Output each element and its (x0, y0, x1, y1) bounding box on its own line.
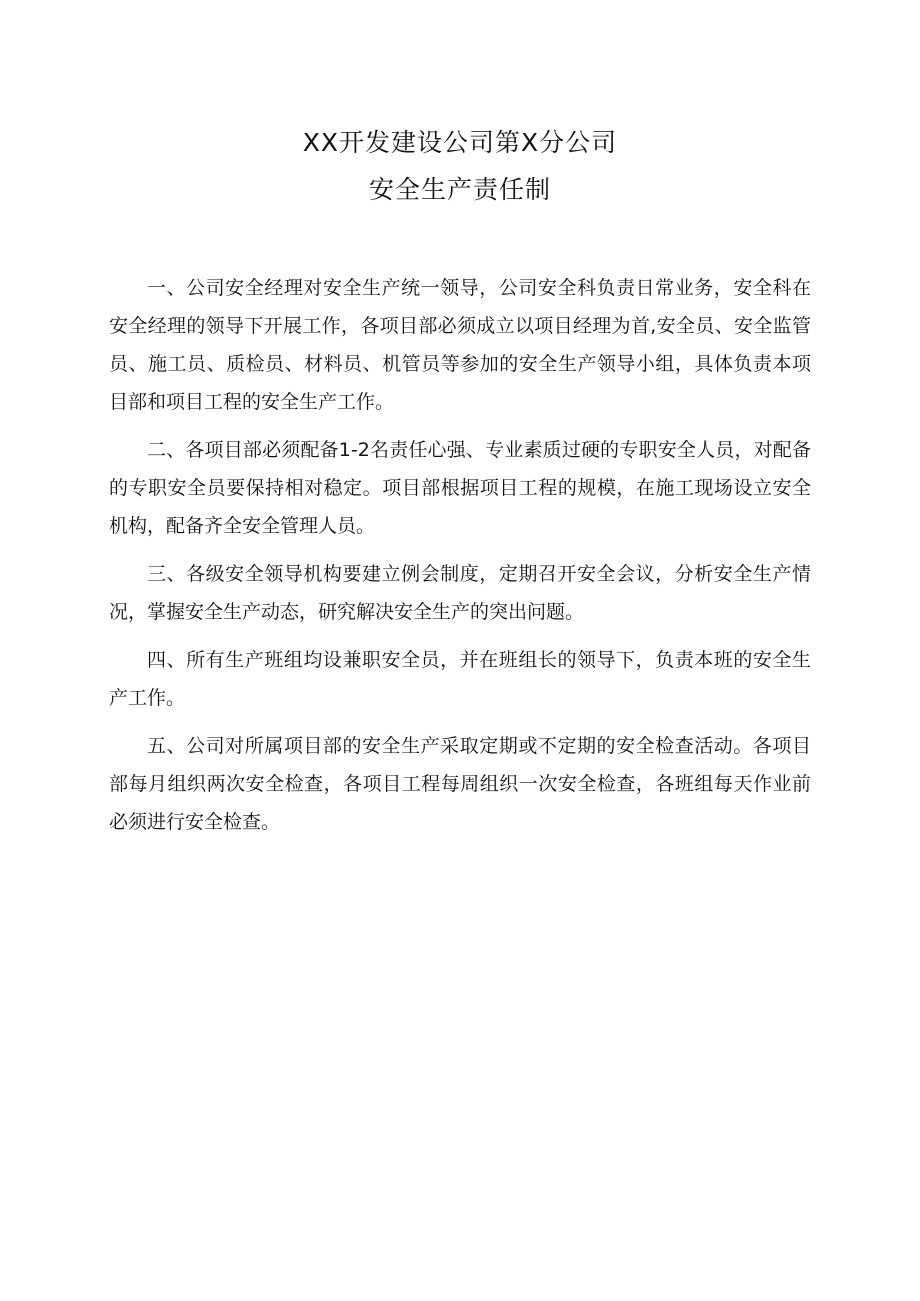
paragraph-3: 三、各级安全领导机构要建立例会制度，定期召开安全会议，分析安全生产情况，掌握安全生产动态，研究解决安全生产的突出问题。 (109, 563, 811, 623)
paragraph-1: 一、公司安全经理对安全生产统一领导，公司安全科负责日常业务，安全科在安全经理的领导下开展工作，各项目部必须成立以项目经理为首,安全员、安全监管员、施工员、质检员、材料员、机管员等参加的安全生产领导小组，具体负责本项目部和项目工程的安全生产工作。 (109, 277, 811, 413)
document-title: XX开发建设公司第X分公司 (302, 128, 618, 157)
paragraph-4: 四、所有生产班组均设兼职安全员，并在班组长的领导下，负责本班的安全生产工作。 (109, 649, 811, 709)
document-body (109, 269, 811, 851)
paragraph-5: 五、公司对所属项目部的安全生产采取定期或不定期的安全检查活动。各项目部每月组织两次安全检查，各项目工程每周组织一次安全检查，各班组每天作业前必须进行安全检查。 (109, 735, 811, 833)
document-subtitle: 安全生产责任制 (368, 175, 551, 204)
paragraph-2: 二、各项目部必须配备1-2名责任心强、专业素质过硬的专职安全人员，对配备的专职安全员要保持相对稳定。项目部根据项目工程的规模，在施工现场设立安全机构，配备齐全安全管理人员。 (109, 439, 811, 537)
